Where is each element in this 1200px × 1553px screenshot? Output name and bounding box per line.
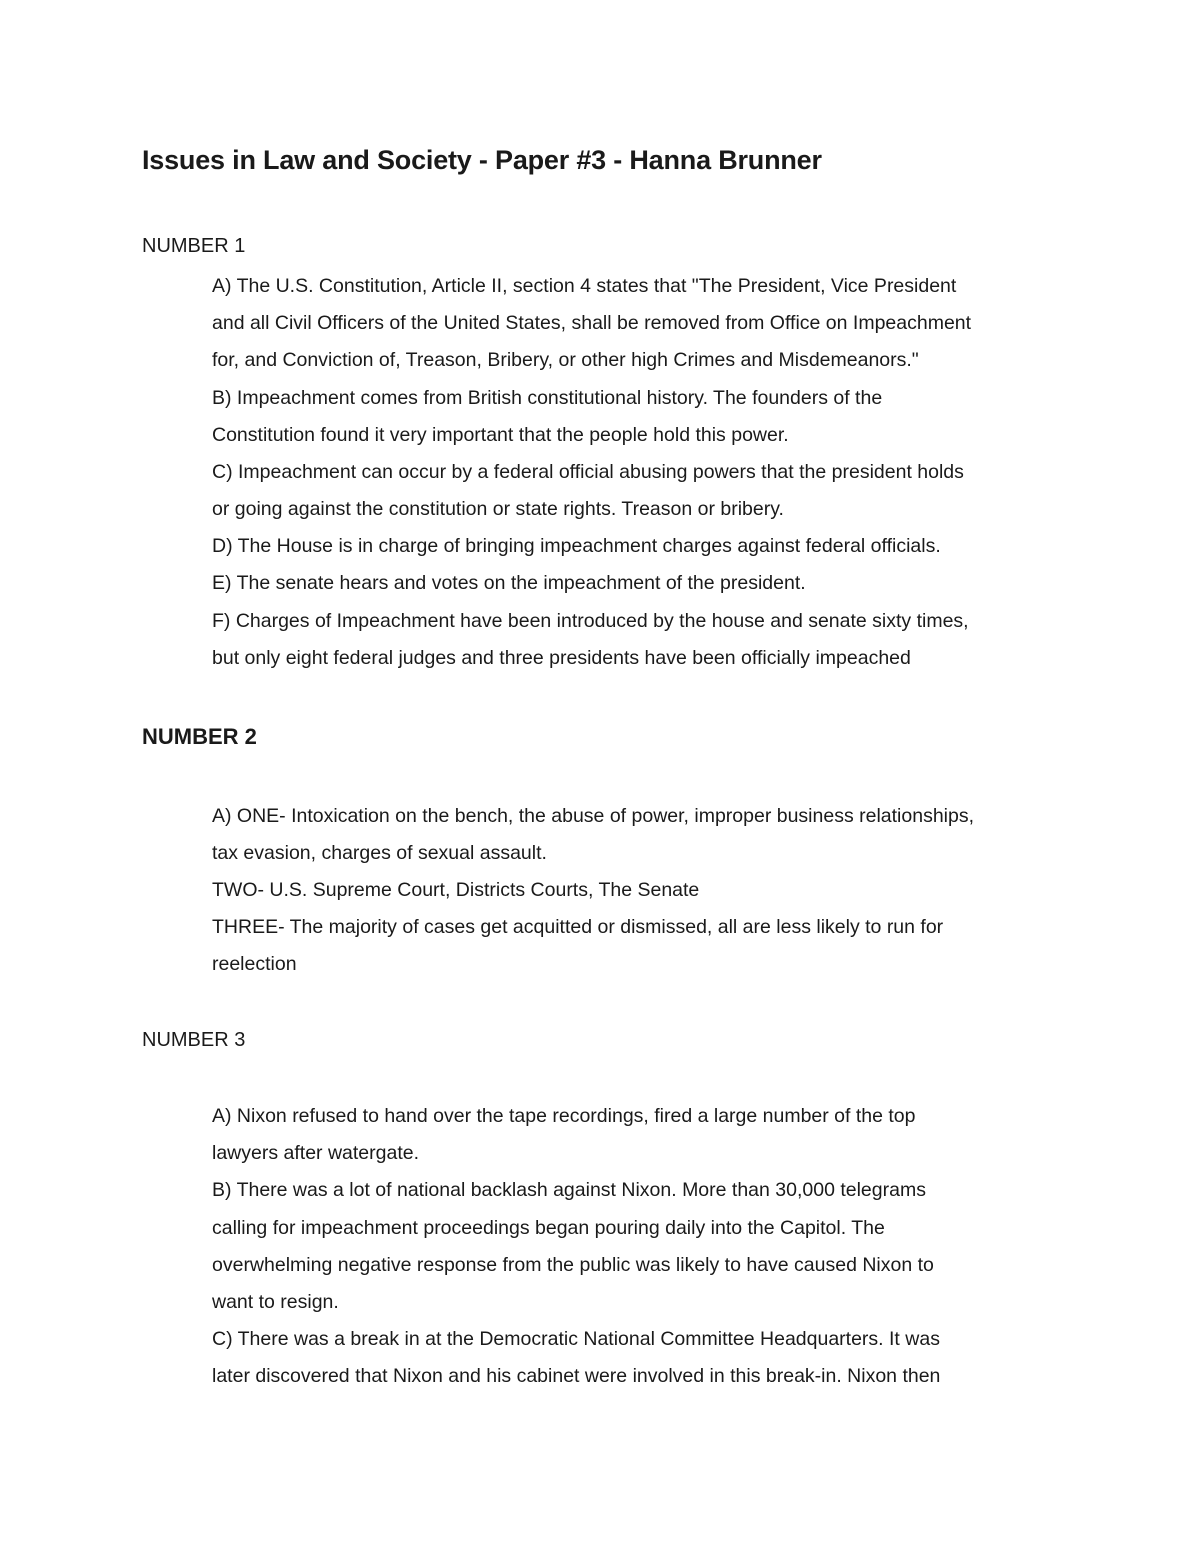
section-2-line: reelection <box>212 953 297 975</box>
section-2-line: A) ONE- Intoxication on the bench, the abuse of power, improper business relationships, <box>212 805 975 827</box>
section-3-line: B) There was a lot of national backlash against Nixon. More than 30,000 telegrams <box>212 1179 926 1201</box>
section-3-heading: NUMBER 3 <box>142 1029 246 1051</box>
section-3-line: want to resign. <box>212 1291 339 1313</box>
section-1-line: for, and Conviction of, Treason, Bribery, or other high Crimes and Misdemeanors." <box>212 349 919 371</box>
section-3-line: calling for impeachment proceedings began pouring daily into the Capitol. The <box>212 1217 885 1239</box>
section-3-line: A) Nixon refused to hand over the tape recordings, fired a large number of the top <box>212 1105 916 1127</box>
section-1-heading: NUMBER 1 <box>142 235 246 257</box>
section-3-line: C) There was a break in at the Democratic National Committee Headquarters. It was <box>212 1328 940 1350</box>
section-1-line: D) The House is in charge of bringing impeachment charges against federal officials. <box>212 535 941 557</box>
section-1-line: E) The senate hears and votes on the impeachment of the president. <box>212 572 806 594</box>
section-1-line: F) Charges of Impeachment have been introduced by the house and senate sixty times, <box>212 610 969 632</box>
section-3-line: overwhelming negative response from the public was likely to have caused Nixon to <box>212 1254 934 1276</box>
section-3-line: lawyers after watergate. <box>212 1142 420 1164</box>
section-1-line: Constitution found it very important that the people hold this power. <box>212 424 789 446</box>
section-1-line: C) Impeachment can occur by a federal official abusing powers that the president holds <box>212 461 964 483</box>
section-1-line: B) Impeachment comes from British constitutional history. The founders of the <box>212 387 883 409</box>
section-2-line: THREE- The majority of cases get acquitted or dismissed, all are less likely to run for <box>212 916 944 938</box>
section-2-heading: NUMBER 2 <box>142 724 257 749</box>
document-title: Issues in Law and Society - Paper #3 - Hanna Brunner <box>142 145 822 175</box>
section-1-line: A) The U.S. Constitution, Article II, section 4 states that "The President, Vice President <box>212 275 957 297</box>
section-3-line: later discovered that Nixon and his cabinet were involved in this break-in. Nixon then <box>212 1365 941 1387</box>
section-1-line: and all Civil Officers of the United States, shall be removed from Office on Impeachment <box>212 312 972 334</box>
section-2-line: TWO- U.S. Supreme Court, Districts Courts, The Senate <box>212 879 700 901</box>
section-2-line: tax evasion, charges of sexual assault. <box>212 842 547 864</box>
section-1-line: but only eight federal judges and three presidents have been officially impeached <box>212 647 911 669</box>
section-1-line: or going against the constitution or state rights. Treason or bribery. <box>212 498 784 520</box>
